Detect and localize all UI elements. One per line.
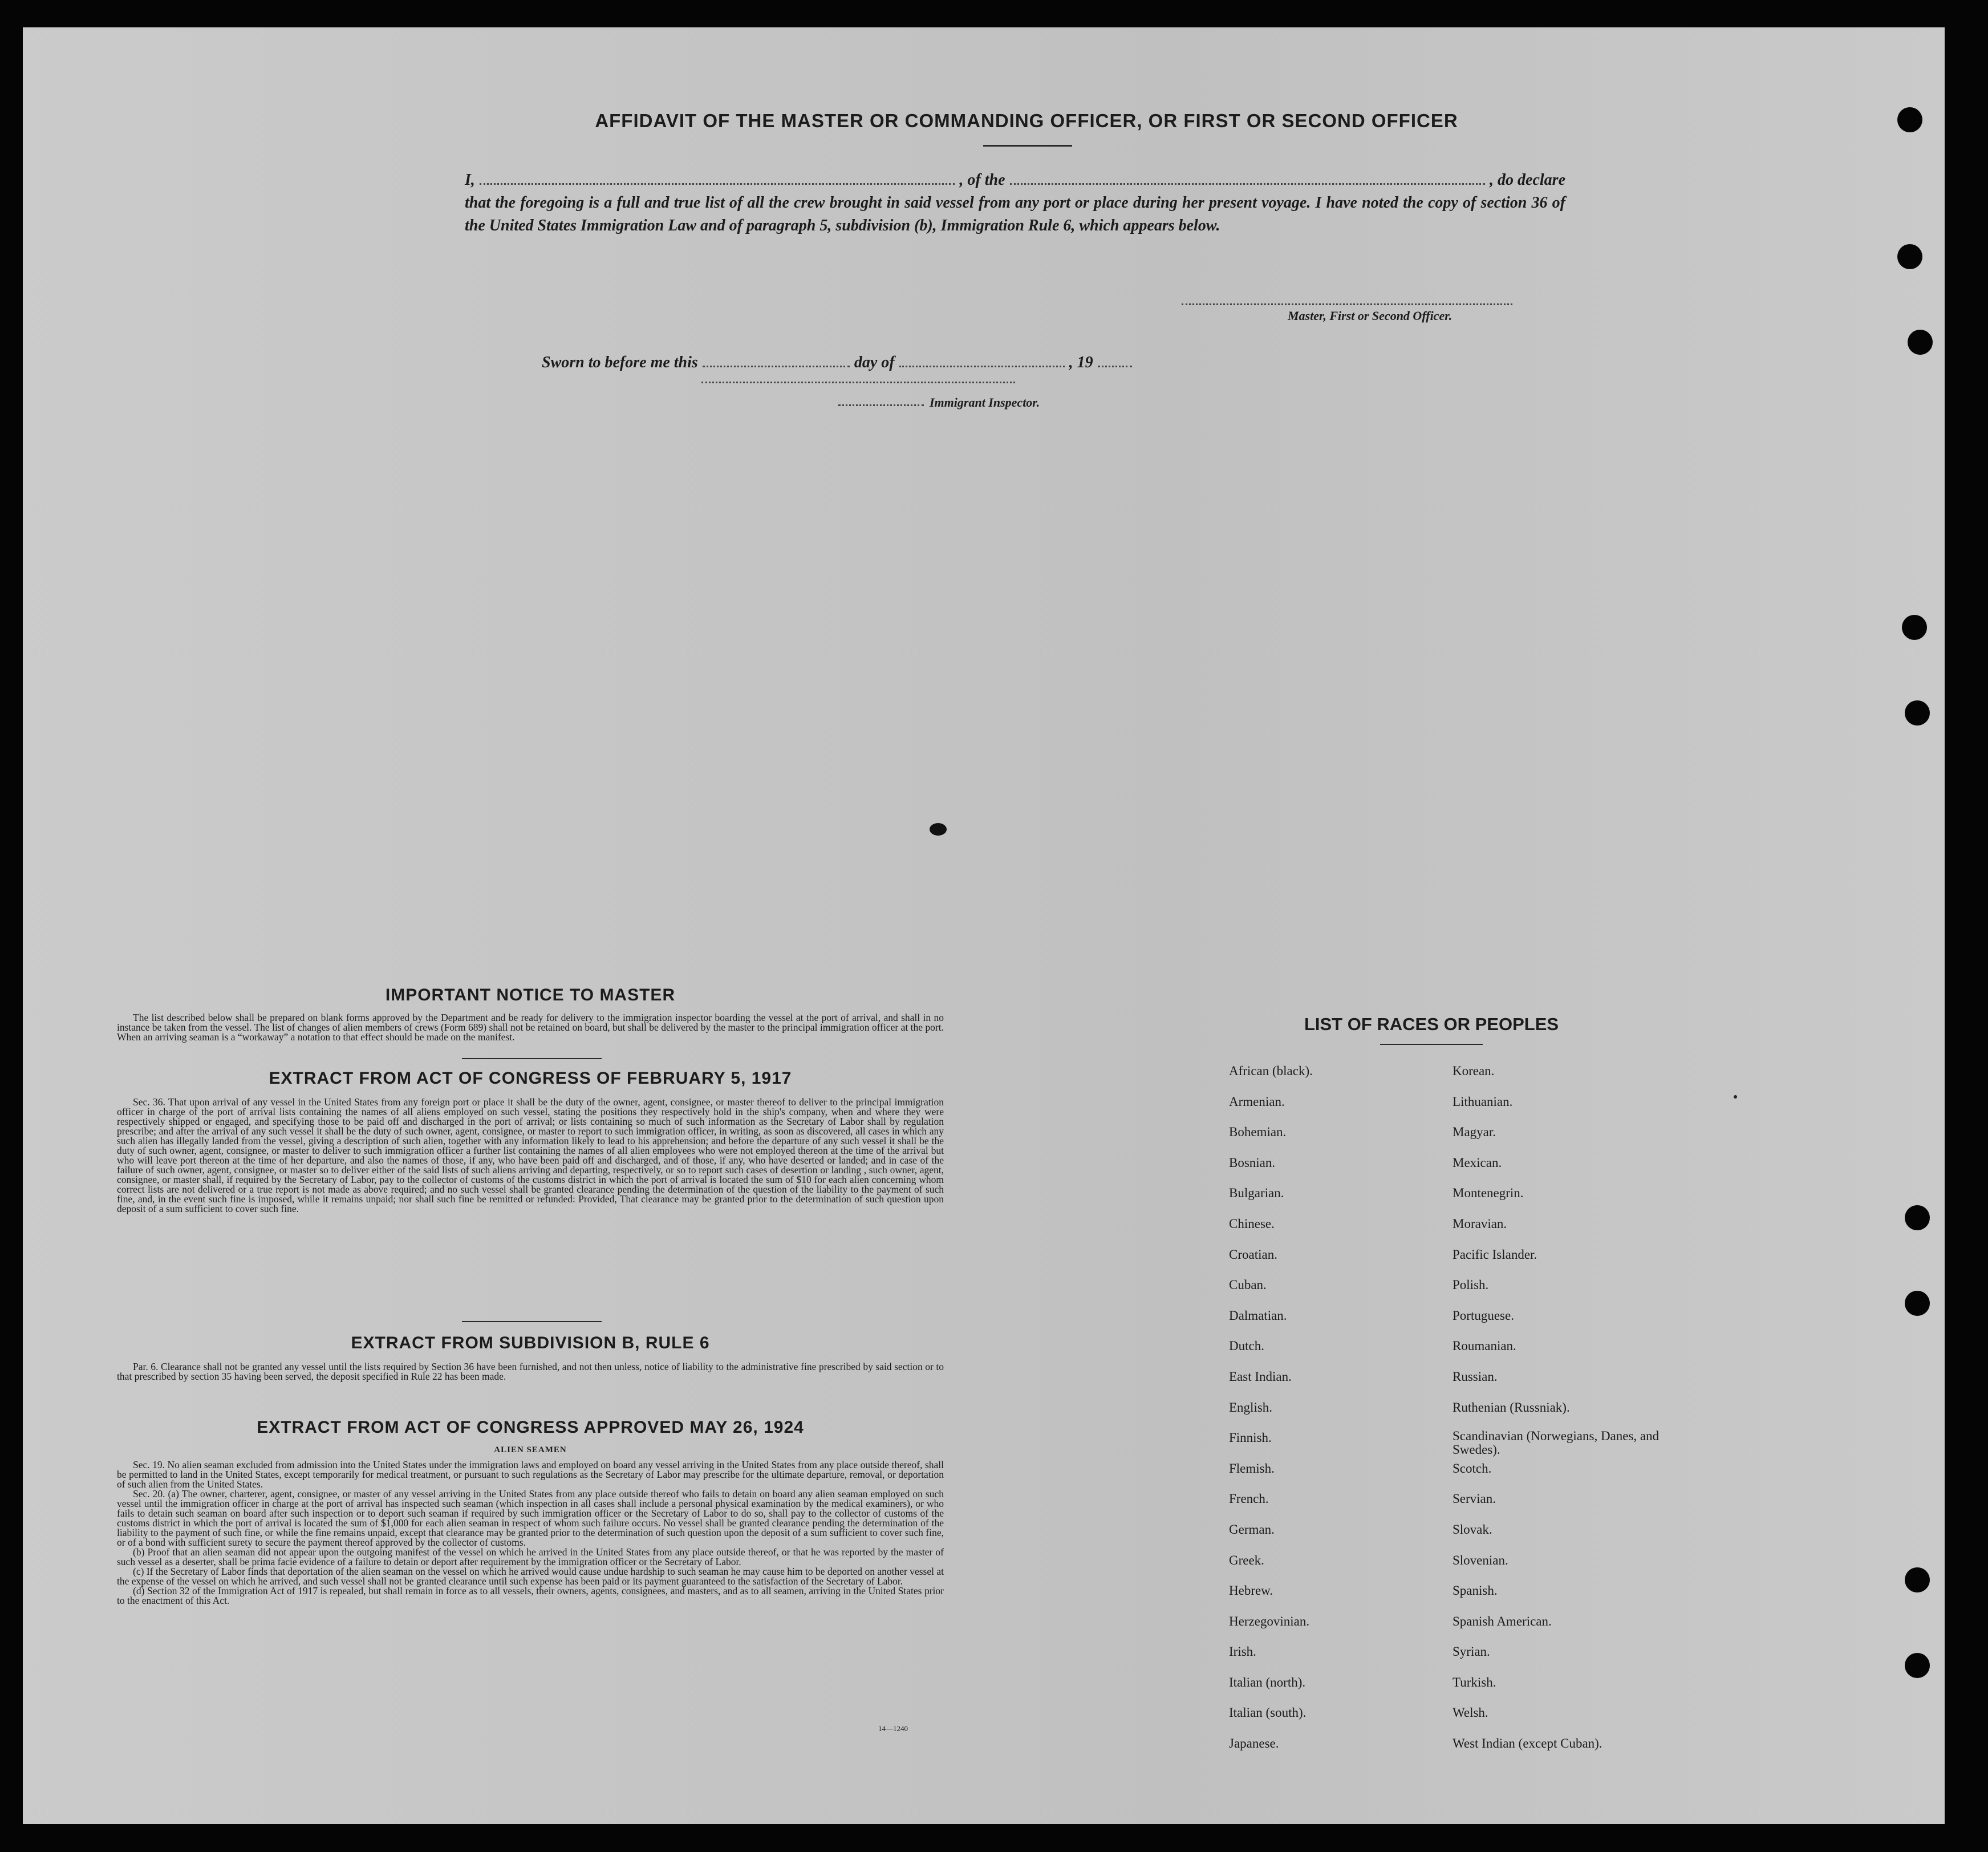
notice-body (117, 1013, 944, 1042)
race-item: Welsh. (1453, 1705, 1488, 1720)
race-item: English. (1229, 1400, 1273, 1415)
race-item: Slovenian. (1453, 1553, 1508, 1567)
declaration-block (465, 169, 1565, 237)
binder-hole (1897, 244, 1922, 269)
extract-1924-para: Sec. 19. No alien seaman excluded from admission into the United States under the immigration laws and employed on board any vessel arriving in the United States from any place outside thereof, shall be permitted to land in the United States, except temporarily for medical treatment, or pursuant to such regulations as the Secretary of Labor may prescribe for the ultimate departure, removal, or deportation of such alien from the United States. (117, 1459, 944, 1490)
extract-1924-body (117, 1460, 944, 1606)
binder-hole (1905, 1653, 1930, 1678)
binder-hole (1902, 615, 1927, 640)
race-item: Lithuanian. (1453, 1094, 1513, 1109)
race-item: Montenegrin. (1453, 1186, 1524, 1201)
alien-seamen-subtitle: ALIEN SEAMEN (494, 1445, 567, 1454)
master-signature-label: Master, First or Second Officer. (1288, 309, 1453, 323)
divider (983, 145, 1072, 147)
extract-1924-para: (b) Proof that an alien seaman did not appear upon the outgoing manifest of the vessel on which he arrived in the United States from any place outside thereof, or that he was reported by the master of such vessel as a deserter, shall be prima facie evidence of a failure to detain or deport after requirement by the immigration officer or the Secretary of Labor. (117, 1546, 944, 1567)
race-item: Armenian. (1229, 1094, 1285, 1109)
race-item: Irish. (1229, 1644, 1256, 1659)
race-item: Flemish. (1229, 1461, 1275, 1476)
binder-hole (1905, 700, 1930, 726)
race-item: Chinese. (1229, 1216, 1275, 1231)
inspector-label: Immigrant Inspector. (930, 395, 1040, 410)
race-item: Russian. (1453, 1369, 1498, 1384)
binder-hole (1905, 1205, 1930, 1230)
rule6-text: Par. 6. Clearance shall not be granted any vessel until the lists required by Section 36 have been furnished, and not then unless, notice of liability to the administrative fine prescribed by said section or to that prescribed by section 35 having been served, the deposit specified in Rule 22 has been made. (117, 1361, 944, 1382)
extract-1924-para: Sec. 20. (a) The owner, charterer, agent, consignee, or master of any vessel arriving in the United States from any place outside thereof who fails to detain on board any alien seaman employed on such vessel until the immigration officer in charge at the port of arrival has inspected such seaman (which inspection in all cases shall include a personal physical examination by the medical examiners), or who fails to detain such seaman on board after such inspection or to deport such seaman if required by such immigration officer or the Secretary of Labor to do so, shall pay to the collector of customs of the customs district in which the port of arrival is located the sum of $1,000 for each alien seaman in respect of whom such failure occurs. No vessel shall be granted clearance pending the determination of the liability to the payment of such fine, or while the fine remains unpaid, except that clearance may be granted prior to the determination of such question upon the deposit of a sum sufficient to cover such fine, or of a bond with sufficient surety to secure the payment thereof approved by the collector of customs. (117, 1488, 944, 1548)
document-page (23, 27, 1945, 1824)
race-item: Korean. (1453, 1064, 1495, 1078)
races-title: LIST OF RACES OR PEOPLES (1304, 1014, 1559, 1034)
race-item: Portuguese. (1453, 1308, 1514, 1323)
do-declare-label: , do declare (1490, 171, 1566, 189)
extract-1917-text: Sec. 36. That upon arrival of any vessel in the United States from any foreign port or place it shall be the duty of the owner, agent, consignee, or master thereof to deliver to the principal immigration officer in charge of the port of arrival lists containing the names of all aliens employed on such vessel, stating the positions they respectively hold in the ship's company, when and where they were respectively shipped or engaged, and specifying those to be paid off and discharged in the port of arrival; or lists containing so much of such information as the Secretary of Labor shall by regulation prescribe; and after the arrival of any such vessel it shall be the duty of such owner, agent, consignee, or master to report to such immigration officer, in writing, as soon as discovered, all cases in which any such alien has illegally landed from the vessel, giving a description of such alien, together with any information likely to lead to his apprehension; and before the departure of any such vessel it shall be the duty of such owner, agent, consignee, or master to deliver to such immigration officer a further list containing the names of all alien employees who were not employed thereon at the time of the arrival but who will leave port thereon at the time of her departure, and also the names of those, if any, who have been paid off and discharged, and of those, if any, who have deserted or landed; and in case of the failure of such owner, agent, consignee, or master so to deliver either of the said lists of such aliens arriving and departing, respectively, or so to report such cases of desertion or landing , such owner, agent, consignee, or master shall, if required by the Secretary of Labor, pay to the collector of customs of the customs district in which the port of arrival is located the sum of $10 for each alien concerning whom correct lists are not delivered or a true report is not made as above required; and no such vessel shall be granted clearance pending the determination of the question of the liability to the payment of such fine, and, in the event such fine is imposed, while it remains unpaid; nor shall such fine be remitted or refunded: Provided, That clearance may be granted prior to the determination of such question upon deposit of a sum sufficient to cover such fine. (117, 1096, 944, 1214)
vessel-field[interactable] (1010, 183, 1486, 185)
race-item: Hebrew. (1229, 1583, 1273, 1598)
binder-hole (1908, 330, 1933, 355)
i-label: I, (465, 171, 475, 189)
races-right-column (1453, 1063, 1703, 1766)
race-item: Finnish. (1229, 1430, 1272, 1445)
race-item: Scandinavian (Norwegians, Danes, and Swedes). (1453, 1429, 1660, 1457)
race-item: Mexican. (1453, 1155, 1502, 1170)
sworn-year-field[interactable] (1098, 365, 1132, 367)
race-item: Moravian. (1453, 1216, 1507, 1231)
ink-dot (1734, 1095, 1737, 1099)
race-item: Scotch. (1453, 1461, 1492, 1476)
races-left-column (1229, 1063, 1440, 1766)
of-the-label: , of the (959, 171, 1005, 189)
declaration-text: that the foregoing is a full and true list of all the crew brought in said vessel from any port or place during her present voyage. I have noted the copy of section 36 of the United States Immigration Law and of paragraph 5, subdivision (b), Immigration Rule 6, which appears below. (465, 194, 1565, 234)
sworn-day-field[interactable] (703, 365, 850, 367)
race-item: Turkish. (1453, 1675, 1496, 1689)
race-item: Slovak. (1453, 1522, 1492, 1537)
race-item: Japanese. (1229, 1736, 1279, 1751)
binder-hole (1905, 1567, 1930, 1592)
year-label: , 19 (1069, 354, 1093, 371)
race-item: East Indian. (1229, 1369, 1292, 1384)
extract-1924-para: (d) Section 32 of the Immigration Act of 1917 is repealed, but shall remain in force as to all vessels, their owners, agents, consignees, and masters, and as to all seamen, arriving in the United States prior to the enactment of this Act. (117, 1585, 944, 1606)
affidavit-title: AFFIDAVIT OF THE MASTER OR COMMANDING OFFICER, OR FIRST OR SECOND OFFICER (595, 110, 1458, 131)
rule6-body (117, 1362, 944, 1381)
day-of-label: day of (854, 354, 895, 371)
race-item: Pacific Islander. (1453, 1247, 1537, 1262)
race-item: Herzegovinian. (1229, 1614, 1310, 1628)
inspector-signature-field[interactable] (701, 381, 1015, 383)
notice-text: The list described below shall be prepared on blank forms approved by the Department and be ready for delivery to the immigration inspector boarding the vessel at the port of arrival, and shall in no instance be taken from the vessel. The list of changes of alien members of crews (Form 689) shall not be retained on board, but shall be delivered by the master to the principal immigration officer at the port. When an arriving seaman is a “workaway” a notation to that effect should be made on the manifest. (117, 1012, 944, 1043)
ink-blot (930, 823, 947, 836)
race-item: German. (1229, 1522, 1275, 1537)
race-item: Spanish. (1453, 1583, 1498, 1598)
race-item: Cuban. (1229, 1278, 1267, 1292)
extract-1924-para: (c) If the Secretary of Labor finds that deportation of the alien seaman on the vessel on which he arrived would cause undue hardship to such seaman he may cause him to be deported on another vessel at the expense of the vessel on which he arrived, and such vessel shall not be granted clearance until such expense has been paid or its payment guaranteed to the satisfaction of the Secretary of Labor. (117, 1566, 944, 1587)
sworn-line (542, 354, 1249, 372)
sworn-month-field[interactable] (899, 365, 1065, 367)
divider (1380, 1044, 1483, 1045)
notice-title: IMPORTANT NOTICE TO MASTER (385, 986, 676, 1004)
race-item: Polish. (1453, 1278, 1489, 1292)
extract-1917-body (117, 1097, 944, 1214)
race-item: Dalmatian. (1229, 1308, 1287, 1323)
extract-1924-title: EXTRACT FROM ACT OF CONGRESS APPROVED MAY 26, 1924 (257, 1418, 804, 1437)
race-item: Ruthenian (Russniak). (1453, 1400, 1570, 1415)
name-field[interactable] (480, 183, 955, 185)
inspector-dots (838, 404, 924, 406)
divider (462, 1321, 602, 1322)
race-item: West Indian (except Cuban). (1453, 1736, 1602, 1751)
race-item: Roumanian. (1453, 1339, 1516, 1353)
race-item: Bosnian. (1229, 1155, 1276, 1170)
race-item: African (black). (1229, 1064, 1313, 1078)
master-signature-field[interactable] (1182, 303, 1512, 305)
race-item: Bulgarian. (1229, 1186, 1284, 1201)
binder-hole (1905, 1291, 1930, 1316)
race-item: Italian (north). (1229, 1675, 1306, 1689)
race-item: French. (1229, 1492, 1269, 1506)
race-item: Italian (south). (1229, 1705, 1307, 1720)
race-item: Croatian. (1229, 1247, 1277, 1262)
divider (462, 1058, 602, 1059)
rule6-title: EXTRACT FROM SUBDIVISION B, RULE 6 (351, 1334, 710, 1352)
race-item: Spanish American. (1453, 1614, 1552, 1628)
race-item: Bohemian. (1229, 1125, 1287, 1140)
binder-hole (1897, 107, 1922, 132)
form-number: 14—1240 (878, 1724, 908, 1733)
race-item: Syrian. (1453, 1644, 1490, 1659)
extract-1917-title: EXTRACT FROM ACT OF CONGRESS OF FEBRUARY 5, 1917 (269, 1069, 792, 1088)
race-item: Greek. (1229, 1553, 1264, 1567)
sworn-label: Sworn to before me this (542, 354, 698, 371)
race-item: Dutch. (1229, 1339, 1264, 1353)
race-item: Servian. (1453, 1492, 1496, 1506)
race-item: Magyar. (1453, 1125, 1496, 1140)
